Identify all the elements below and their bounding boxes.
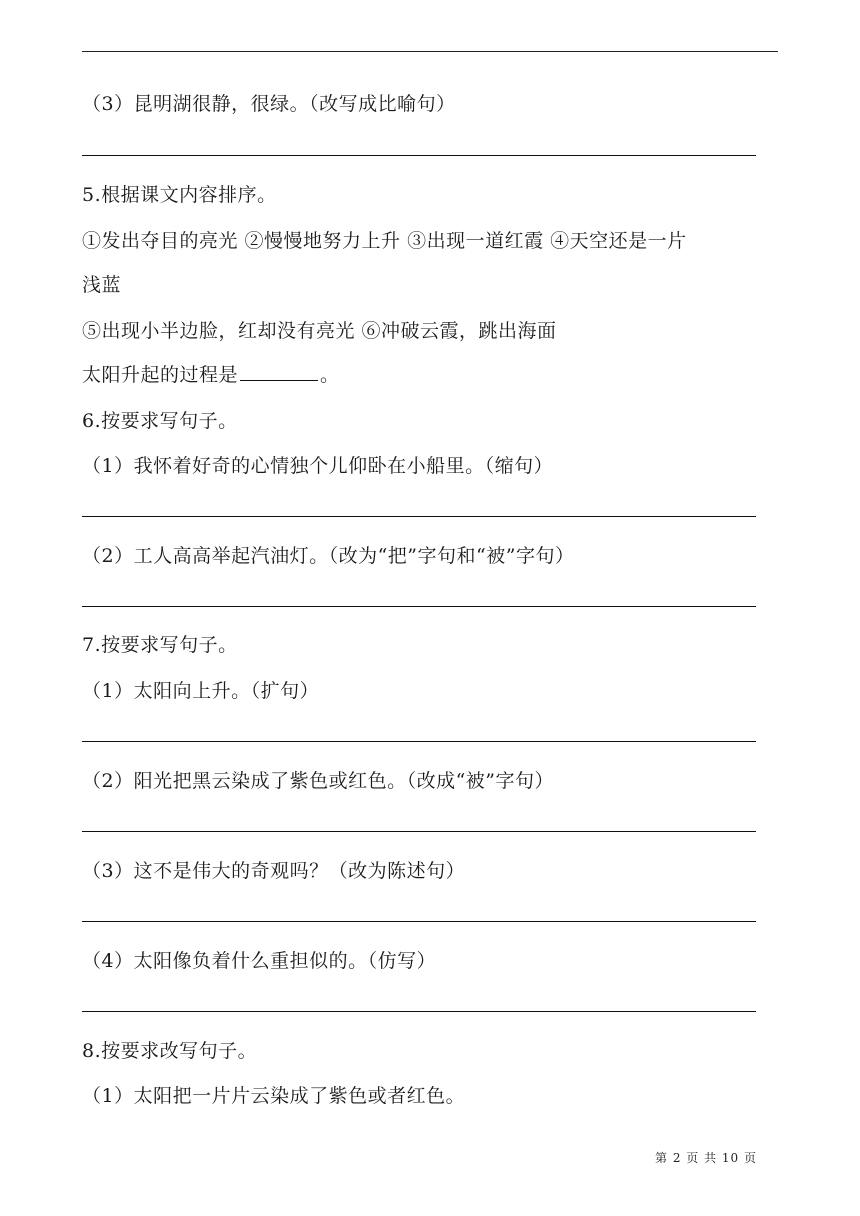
- answer-line[interactable]: [82, 516, 756, 517]
- question-7-title: 7.按要求写句子。: [82, 634, 238, 656]
- answer-line[interactable]: [82, 606, 756, 607]
- question-7-3: （3）这不是伟大的奇观吗？（改为陈述句）: [82, 860, 466, 882]
- answer-blank[interactable]: [240, 362, 318, 381]
- page-number: 第 2 页 共 10 页: [655, 1151, 757, 1165]
- question-7-4: （4）太阳像负着什么重担似的。（仿写）: [82, 950, 437, 972]
- question-6-2: （2）工人高高举起汽油灯。（改为“把”字句和“被”字句）: [82, 545, 575, 567]
- question-4-3: （3）昆明湖很静，很绿。（改写成比喻句）: [82, 93, 456, 115]
- question-5-options-line2: ⑤出现小半边脸，红却没有亮光 ⑥冲破云霞，跳出海面: [82, 320, 557, 342]
- question-8-title: 8.按要求改写句子。: [82, 1040, 258, 1062]
- question-5-options-line1: ①发出夺目的亮光 ②慢慢地努力上升 ③出现一道红霞 ④天空还是一片: [82, 230, 687, 252]
- question-6-title: 6.按要求写句子。: [82, 410, 238, 432]
- answer-prefix: 太阳升起的过程是: [82, 364, 239, 386]
- answer-line[interactable]: [82, 155, 756, 156]
- header-rule: [82, 51, 778, 52]
- question-6-1: （1）我怀着好奇的心情独个儿仰卧在小船里。（缩句）: [82, 455, 554, 477]
- answer-suffix: 。: [320, 364, 340, 386]
- question-7-2: （2）阳光把黑云染成了紫色或红色。（改成“被”字句）: [82, 770, 555, 792]
- answer-line[interactable]: [82, 1011, 756, 1012]
- question-8-1: （1）太阳把一片片云染成了紫色或者红色。: [82, 1085, 466, 1107]
- question-7-1: （1）太阳向上升。（扩句）: [82, 680, 320, 702]
- answer-line[interactable]: [82, 831, 756, 832]
- question-5-title: 5.根据课文内容排序。: [82, 184, 277, 206]
- answer-line[interactable]: [82, 921, 756, 922]
- answer-line[interactable]: [82, 741, 756, 742]
- question-5-answer: [82, 362, 340, 388]
- question-5-options-line1-cont: 浅蓝: [82, 274, 122, 296]
